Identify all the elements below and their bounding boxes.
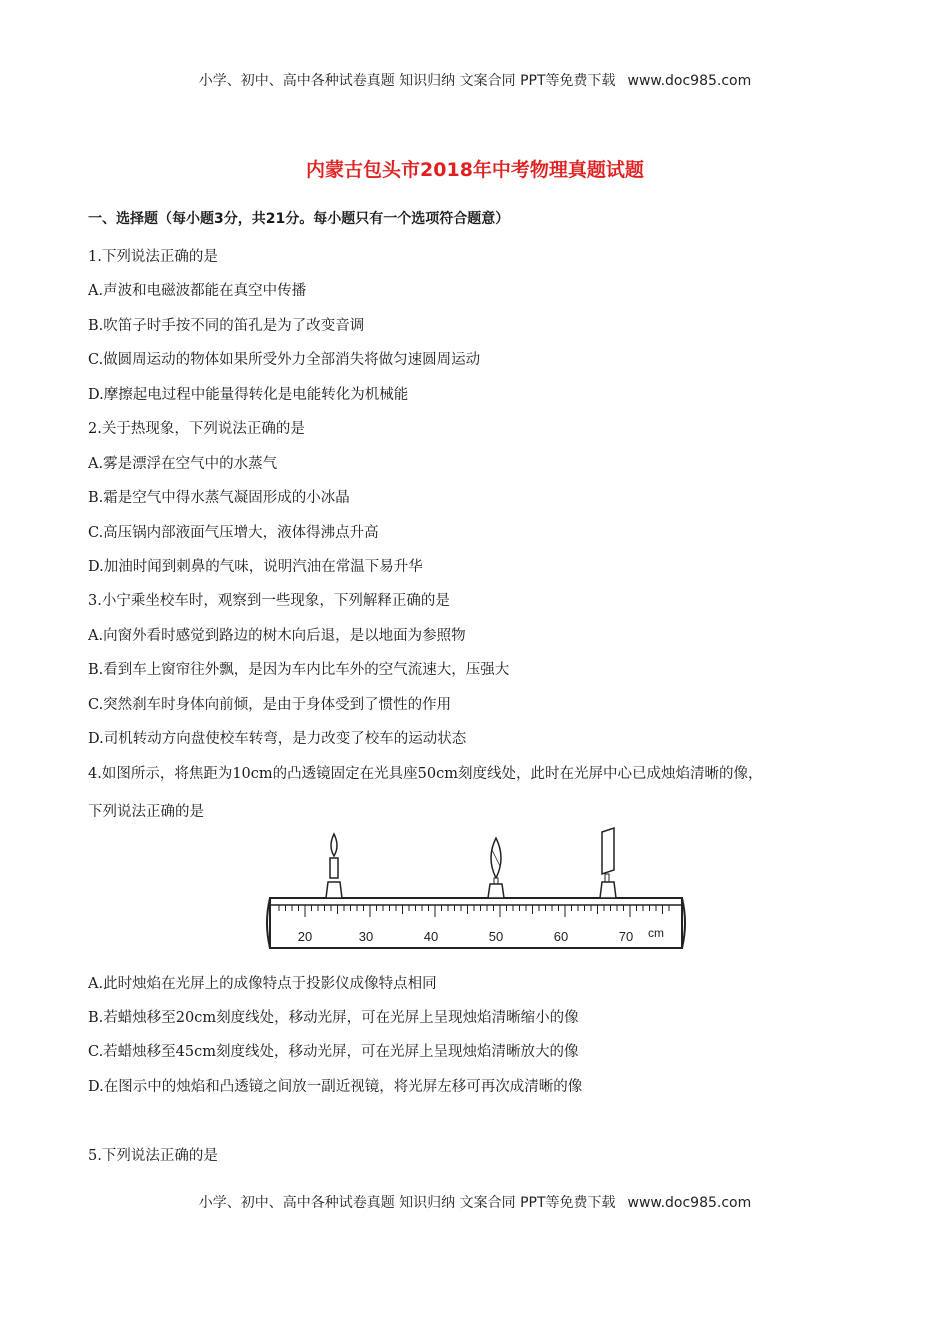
question-2-option-d: D.加油时闻到刺鼻的气味，说明汽油在常温下易升华	[88, 559, 423, 575]
question-2-option-c: C.高压锅内部液面气压增大，液体得沸点升高	[88, 525, 379, 541]
page-title: 内蒙古包头市2018年中考物理真题试题	[306, 159, 644, 181]
tick-label-70: 70	[618, 929, 634, 944]
question-1-option-a: A.声波和电磁波都能在真空中传播	[88, 283, 307, 299]
question-1-option-d: D.摩擦起电过程中能量得转化是电能转化为机械能	[88, 387, 409, 403]
light-screen	[600, 828, 616, 898]
page-footer	[0, 1192, 950, 1212]
candle	[326, 834, 342, 898]
candle-holder	[326, 882, 342, 898]
lens-holder	[488, 884, 504, 898]
question-2-stem: 2.关于热现象，下列说法正确的是	[88, 421, 305, 437]
tick-label-50: 50	[488, 929, 504, 944]
tick-label-30: 30	[358, 929, 374, 944]
question-4-stem-line2: 下列说法正确的是	[88, 804, 204, 820]
page-header	[0, 70, 950, 90]
question-4-option-a: A.此时烛焰在光屏上的成像特点于投影仪成像特点相同	[88, 976, 437, 992]
candle-body	[330, 858, 338, 878]
question-4-option-b: B.若蜡烛移至20cm刻度线处，移动光屏，可在光屏上呈现烛焰清晰缩小的像	[88, 1010, 579, 1026]
question-3-option-a: A.向窗外看时感觉到路边的树木向后退，是以地面为参照物	[88, 628, 466, 644]
question-5-stem: 5.下列说法正确的是	[88, 1148, 218, 1164]
question-1-option-c: C.做圆周运动的物体如果所受外力全部消失将做匀速圆周运动	[88, 352, 481, 368]
tick-label-60: 60	[553, 929, 569, 944]
footer-text: 小学、初中、高中各种试卷真题 知识归纳 文案合同 PPT等免费下载	[198, 1195, 616, 1211]
screen-icon	[602, 828, 614, 874]
question-1-stem: 1.下列说法正确的是	[88, 249, 218, 265]
convex-lens	[488, 838, 504, 898]
question-4-option-c: C.若蜡烛移至45cm刻度线处，移动光屏，可在光屏上呈现烛焰清晰放大的像	[88, 1044, 579, 1060]
header-text: 小学、初中、高中各种试卷真题 知识归纳 文案合同 PPT等免费下载	[198, 73, 616, 89]
tick-label-40: 40	[423, 929, 439, 944]
question-4-stem-line1: 4.如图所示，将焦距为10cm的凸透镜固定在光具座50cm刻度线处，此时在光屏中心已成烛焰清晰的像，	[88, 766, 763, 782]
question-3-option-c: C.突然刹车时身体向前倾，是由于身体受到了惯性的作用	[88, 697, 452, 713]
question-4-option-d: D.在图示中的烛焰和凸透镜之间放一副近视镜，将光屏左移可再次成清晰的像	[88, 1079, 583, 1095]
question-3-option-b: B.看到车上窗帘往外飘，是因为车内比车外的空气流速大，压强大	[88, 662, 510, 678]
tick-label-20: 20	[297, 929, 313, 944]
header-url[interactable]: www.doc985.com	[627, 73, 752, 89]
footer-url[interactable]: www.doc985.com	[627, 1195, 752, 1211]
screen-holder	[600, 882, 616, 898]
question-2-option-b: B.霜是空气中得水蒸气凝固形成的小冰晶	[88, 490, 350, 506]
unit-label: cm	[648, 926, 664, 940]
question-1-option-b: B.吹笛子时手按不同的笛孔是为了改变音调	[88, 318, 365, 334]
flame-icon	[331, 834, 337, 856]
section-heading: 一、选择题（每小题3分，共21分。每小题只有一个选项符合题意）	[88, 211, 510, 227]
question-3-option-d: D.司机转动方向盘使校车转弯，是力改变了校车的运动状态	[88, 731, 467, 747]
question-3-stem: 3.小宁乘坐校车时，观察到一些现象，下列解释正确的是	[88, 593, 450, 609]
optical-bench-figure	[262, 826, 688, 954]
question-2-option-a: A.雾是漂浮在空气中的水蒸气	[88, 456, 278, 472]
